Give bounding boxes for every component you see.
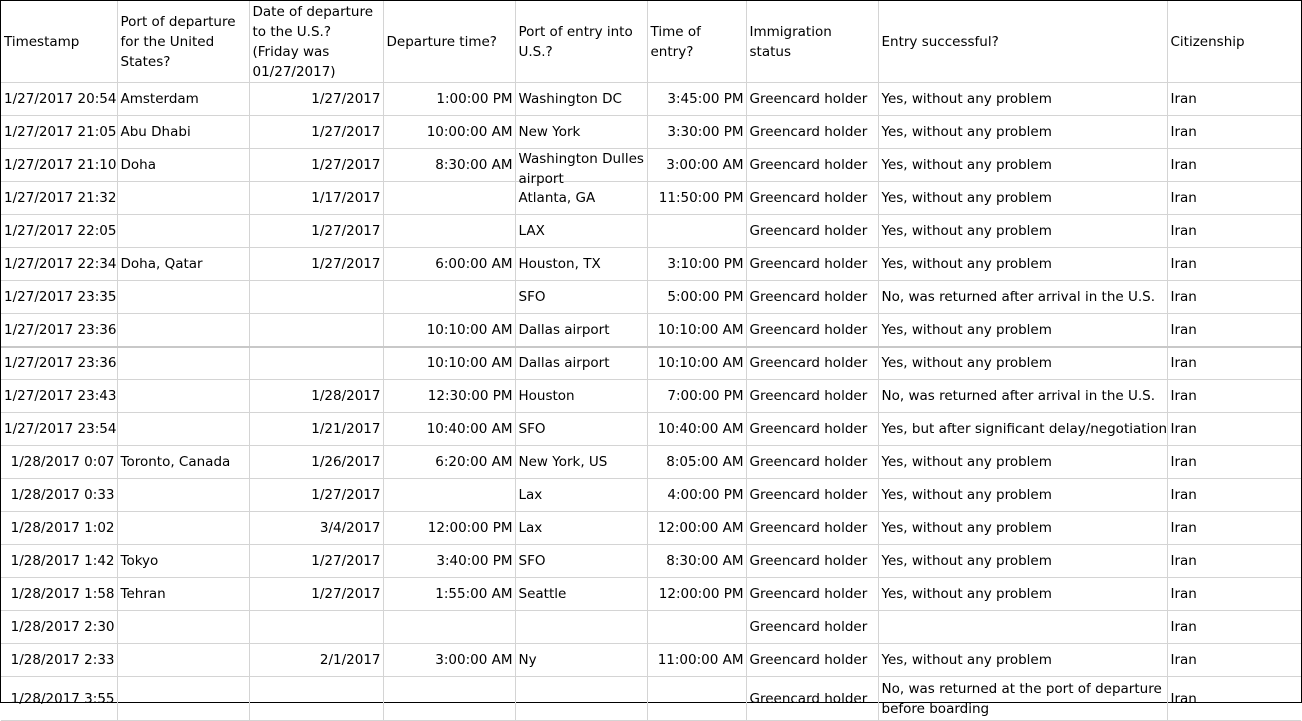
cell-port-of-departure[interactable] <box>117 380 249 413</box>
cell-departure-time[interactable] <box>383 611 515 644</box>
header-departure-time[interactable]: Departure time? <box>383 1 515 83</box>
header-citizenship[interactable]: Citizenship <box>1167 1 1301 83</box>
cell-immigration-status[interactable]: Greencard holder <box>746 281 878 314</box>
cell-immigration-status[interactable]: Greencard holder <box>746 446 878 479</box>
cell-timestamp[interactable]: 1/27/2017 21:05 <box>1 116 117 149</box>
cell-immigration-status[interactable]: Greencard holder <box>746 611 878 644</box>
table-row <box>1 248 1301 281</box>
cell-date-of-departure[interactable] <box>249 677 383 721</box>
cell-departure-time[interactable]: 3:00:00 AM <box>383 644 515 677</box>
cell-time-of-entry[interactable]: 3:00:00 AM <box>647 149 746 182</box>
cell-date-of-departure[interactable]: 1/17/2017 <box>249 182 383 215</box>
cell-entry-successful[interactable]: Yes, without any problem <box>878 83 1167 116</box>
cell-entry-successful[interactable]: Yes, without any problem <box>878 644 1167 677</box>
cell-port-of-entry[interactable]: SFO <box>515 413 647 446</box>
header-immigration-status[interactable]: Immigration status <box>746 1 878 83</box>
cell-port-of-entry[interactable]: SFO <box>515 281 647 314</box>
cell-port-of-entry[interactable]: LAX <box>515 215 647 248</box>
cell-time-of-entry[interactable]: 3:30:00 PM <box>647 116 746 149</box>
cell-timestamp[interactable]: 1/27/2017 23:35 <box>1 281 117 314</box>
cell-date-of-departure[interactable]: 2/1/2017 <box>249 644 383 677</box>
cell-citizenship[interactable]: Iran <box>1167 479 1301 512</box>
cell-immigration-status[interactable]: Greencard holder <box>746 347 878 380</box>
cell-entry-successful[interactable]: Yes, without any problem <box>878 446 1167 479</box>
cell-timestamp[interactable]: 1/28/2017 0:33 <box>1 479 117 512</box>
cell-port-of-departure[interactable] <box>117 611 249 644</box>
cell-immigration-status[interactable]: Greencard holder <box>746 512 878 545</box>
cell-timestamp[interactable]: 1/27/2017 20:54 <box>1 83 117 116</box>
cell-time-of-entry[interactable]: 3:45:00 PM <box>647 83 746 116</box>
cell-immigration-status[interactable]: Greencard holder <box>746 116 878 149</box>
cell-immigration-status[interactable]: Greencard holder <box>746 215 878 248</box>
cell-port-of-entry[interactable] <box>515 611 647 644</box>
cell-port-of-departure[interactable] <box>117 215 249 248</box>
cell-entry-successful[interactable]: Yes, without any problem <box>878 479 1167 512</box>
cell-citizenship[interactable]: Iran <box>1167 578 1301 611</box>
table-row <box>1 512 1301 545</box>
table-row <box>1 149 1301 182</box>
header-port-of-departure[interactable]: Port of departure for the United States? <box>117 1 249 83</box>
cell-port-of-departure[interactable]: Tokyo <box>117 545 249 578</box>
cell-immigration-status[interactable]: Greencard holder <box>746 380 878 413</box>
cell-timestamp[interactable]: 1/28/2017 2:30 <box>1 611 117 644</box>
cell-departure-time[interactable]: 1:00:00 PM <box>383 83 515 116</box>
cell-port-of-entry[interactable]: Lax <box>515 479 647 512</box>
cell-entry-successful[interactable]: No, was returned after arrival in the U.S. <box>878 281 1167 314</box>
cell-port-of-entry[interactable]: New York, US <box>515 446 647 479</box>
cell-port-of-departure[interactable] <box>117 479 249 512</box>
cell-date-of-departure[interactable]: 1/27/2017 <box>249 248 383 281</box>
cell-time-of-entry[interactable]: 3:10:00 PM <box>647 248 746 281</box>
cell-port-of-departure[interactable] <box>117 644 249 677</box>
cell-entry-successful[interactable]: Yes, without any problem <box>878 578 1167 611</box>
cell-departure-time[interactable] <box>383 677 515 721</box>
cell-departure-time[interactable]: 12:00:00 PM <box>383 512 515 545</box>
cell-citizenship[interactable]: Iran <box>1167 116 1301 149</box>
cell-port-of-departure[interactable] <box>117 677 249 721</box>
cell-time-of-entry[interactable]: 8:05:00 AM <box>647 446 746 479</box>
cell-time-of-entry[interactable]: 8:30:00 AM <box>647 545 746 578</box>
cell-time-of-entry[interactable]: 10:10:00 AM <box>647 314 746 347</box>
cell-port-of-entry[interactable]: Lax <box>515 512 647 545</box>
cell-citizenship[interactable]: Iran <box>1167 677 1301 721</box>
cell-port-of-entry[interactable]: Houston, TX <box>515 248 647 281</box>
cell-date-of-departure[interactable]: 1/27/2017 <box>249 479 383 512</box>
cell-departure-time[interactable]: 1:55:00 AM <box>383 578 515 611</box>
cell-time-of-entry[interactable] <box>647 215 746 248</box>
cell-date-of-departure[interactable] <box>249 314 383 347</box>
cell-entry-successful[interactable]: Yes, without any problem <box>878 116 1167 149</box>
table-row <box>1 446 1301 479</box>
cell-timestamp[interactable]: 1/28/2017 1:02 <box>1 512 117 545</box>
cell-timestamp[interactable]: 1/28/2017 2:33 <box>1 644 117 677</box>
cell-entry-successful[interactable]: Yes, but after significant delay/negotiation <box>878 413 1167 446</box>
cell-citizenship[interactable]: Iran <box>1167 314 1301 347</box>
cell-port-of-departure[interactable] <box>117 413 249 446</box>
header-port-of-entry[interactable]: Port of entry into U.S.? <box>515 1 647 83</box>
cell-date-of-departure[interactable] <box>249 347 383 380</box>
cell-time-of-entry[interactable]: 10:40:00 AM <box>647 413 746 446</box>
cell-timestamp[interactable]: 1/27/2017 22:05 <box>1 215 117 248</box>
table-row <box>1 677 1301 721</box>
cell-timestamp[interactable]: 1/27/2017 23:54 <box>1 413 117 446</box>
cell-citizenship[interactable]: Iran <box>1167 545 1301 578</box>
cell-timestamp[interactable]: 1/28/2017 1:58 <box>1 578 117 611</box>
cell-citizenship[interactable]: Iran <box>1167 83 1301 116</box>
cell-port-of-departure[interactable]: Doha, Qatar <box>117 248 249 281</box>
cell-immigration-status[interactable]: Greencard holder <box>746 182 878 215</box>
table-row <box>1 314 1301 347</box>
cell-port-of-entry[interactable]: Ny <box>515 644 647 677</box>
cell-immigration-status[interactable]: Greencard holder <box>746 248 878 281</box>
cell-departure-time[interactable]: 12:30:00 PM <box>383 380 515 413</box>
header-date-of-departure[interactable]: Date of departure to the U.S.? (Friday was 01/27/2017) <box>249 1 383 83</box>
table-row <box>1 413 1301 446</box>
cell-departure-time[interactable]: 10:00:00 AM <box>383 116 515 149</box>
table-row <box>1 545 1301 578</box>
table-row <box>1 380 1301 413</box>
table-row <box>1 644 1301 677</box>
cell-date-of-departure[interactable]: 1/27/2017 <box>249 215 383 248</box>
cell-citizenship[interactable]: Iran <box>1167 446 1301 479</box>
cell-immigration-status[interactable]: Greencard holder <box>746 314 878 347</box>
cell-immigration-status[interactable]: Greencard holder <box>746 149 878 182</box>
cell-entry-successful[interactable]: Yes, without any problem <box>878 215 1167 248</box>
cell-immigration-status[interactable]: Greencard holder <box>746 413 878 446</box>
cell-port-of-departure[interactable]: Abu Dhabi <box>117 116 249 149</box>
header-row <box>1 1 1301 83</box>
cell-time-of-entry[interactable]: 11:50:00 PM <box>647 182 746 215</box>
cell-entry-successful[interactable]: Yes, without any problem <box>878 545 1167 578</box>
cell-text: Washington Dulles airport <box>518 151 644 187</box>
cell-entry-successful[interactable]: No, was returned after arrival in the U.S. <box>878 380 1167 413</box>
cell-port-of-entry[interactable]: New York <box>515 116 647 149</box>
cell-port-of-entry[interactable]: Dallas airport <box>515 347 647 380</box>
table-row <box>1 578 1301 611</box>
cell-port-of-departure[interactable] <box>117 347 249 380</box>
header-time-of-entry[interactable]: Time of entry? <box>647 1 746 83</box>
cell-entry-successful[interactable]: Yes, without any problem <box>878 314 1167 347</box>
cell-date-of-departure[interactable]: 1/27/2017 <box>249 578 383 611</box>
cell-entry-successful[interactable]: Yes, without any problem <box>878 149 1167 182</box>
cell-port-of-entry[interactable] <box>515 149 647 187</box>
cell-port-of-departure[interactable]: Tehran <box>117 578 249 611</box>
cell-port-of-entry[interactable]: SFO <box>515 545 647 578</box>
cell-departure-time[interactable] <box>383 182 515 215</box>
cell-departure-time[interactable]: 3:40:00 PM <box>383 545 515 578</box>
table-row <box>1 182 1301 215</box>
cell-date-of-departure[interactable] <box>249 281 383 314</box>
cell-timestamp[interactable]: 1/28/2017 0:07 <box>1 446 117 479</box>
cell-citizenship[interactable]: Iran <box>1167 149 1301 182</box>
header-entry-successful[interactable]: Entry successful? <box>878 1 1167 83</box>
cell-timestamp[interactable]: 1/27/2017 23:43 <box>1 380 117 413</box>
cell-immigration-status[interactable]: Greencard holder <box>746 578 878 611</box>
cell-citizenship[interactable]: Iran <box>1167 413 1301 446</box>
table-row <box>1 83 1301 116</box>
cell-citizenship[interactable]: Iran <box>1167 644 1301 677</box>
cell-citizenship[interactable]: Iran <box>1167 347 1301 380</box>
table-row <box>1 611 1301 644</box>
cell-date-of-departure[interactable]: 1/26/2017 <box>249 446 383 479</box>
cell-departure-time[interactable] <box>383 479 515 512</box>
cell-departure-time[interactable]: 10:10:00 AM <box>383 347 515 380</box>
cell-time-of-entry[interactable]: 5:00:00 PM <box>647 281 746 314</box>
cell-entry-successful[interactable]: No, was returned at the port of departure before boarding <box>878 677 1167 721</box>
cell-port-of-entry[interactable]: Washington DC <box>515 83 647 116</box>
cell-entry-successful[interactable]: Yes, without any problem <box>878 248 1167 281</box>
cell-time-of-entry[interactable] <box>647 677 746 721</box>
cell-immigration-status[interactable]: Greencard holder <box>746 677 878 721</box>
table-row <box>1 116 1301 149</box>
cell-timestamp[interactable]: 1/27/2017 21:32 <box>1 182 117 215</box>
cell-date-of-departure[interactable]: 1/27/2017 <box>249 83 383 116</box>
cell-immigration-status[interactable]: Greencard holder <box>746 644 878 677</box>
cell-time-of-entry[interactable]: 10:10:00 AM <box>647 347 746 380</box>
cell-port-of-departure[interactable] <box>117 281 249 314</box>
cell-timestamp[interactable]: 1/28/2017 3:55 <box>1 677 117 721</box>
cell-timestamp[interactable]: 1/27/2017 23:36 <box>1 314 117 347</box>
cell-time-of-entry[interactable]: 7:00:00 PM <box>647 380 746 413</box>
cell-time-of-entry[interactable]: 4:00:00 PM <box>647 479 746 512</box>
cell-departure-time[interactable]: 6:00:00 AM <box>383 248 515 281</box>
cell-departure-time[interactable] <box>383 215 515 248</box>
cell-date-of-departure[interactable]: 3/4/2017 <box>249 512 383 545</box>
cell-immigration-status[interactable]: Greencard holder <box>746 83 878 116</box>
cell-time-of-entry[interactable] <box>647 611 746 644</box>
header-timestamp[interactable]: Timestamp <box>1 1 117 83</box>
cell-timestamp[interactable]: 1/27/2017 22:34 <box>1 248 117 281</box>
cell-departure-time[interactable]: 6:20:00 AM <box>383 446 515 479</box>
cell-port-of-departure[interactable]: Toronto, Canada <box>117 446 249 479</box>
cell-immigration-status[interactable]: Greencard holder <box>746 479 878 512</box>
cell-time-of-entry[interactable]: 12:00:00 AM <box>647 512 746 545</box>
cell-port-of-entry[interactable]: Houston <box>515 380 647 413</box>
cell-entry-successful[interactable]: Yes, without any problem <box>878 182 1167 215</box>
cell-entry-successful[interactable] <box>878 611 1167 644</box>
cell-departure-time[interactable]: 8:30:00 AM <box>383 149 515 182</box>
cell-citizenship[interactable]: Iran <box>1167 512 1301 545</box>
cell-date-of-departure[interactable]: 1/27/2017 <box>249 116 383 149</box>
cell-port-of-departure[interactable]: Doha <box>117 149 249 182</box>
table-row <box>1 347 1301 380</box>
cell-port-of-entry[interactable]: Seattle <box>515 578 647 611</box>
cell-citizenship[interactable]: Iran <box>1167 611 1301 644</box>
cell-departure-time[interactable]: 10:40:00 AM <box>383 413 515 446</box>
cell-citizenship[interactable]: Iran <box>1167 248 1301 281</box>
cell-time-of-entry[interactable]: 11:00:00 AM <box>647 644 746 677</box>
cell-immigration-status[interactable]: Greencard holder <box>746 545 878 578</box>
cell-departure-time[interactable] <box>383 281 515 314</box>
cell-port-of-departure[interactable]: Amsterdam <box>117 83 249 116</box>
cell-timestamp[interactable]: 1/27/2017 21:10 <box>1 149 117 182</box>
cell-citizenship[interactable]: Iran <box>1167 281 1301 314</box>
cell-port-of-departure[interactable] <box>117 512 249 545</box>
cell-date-of-departure[interactable]: 1/28/2017 <box>249 380 383 413</box>
cell-time-of-entry[interactable]: 12:00:00 PM <box>647 578 746 611</box>
cell-date-of-departure[interactable] <box>249 611 383 644</box>
cell-date-of-departure[interactable]: 1/21/2017 <box>249 413 383 446</box>
cell-port-of-departure[interactable] <box>117 314 249 347</box>
cell-entry-successful[interactable]: Yes, without any problem <box>878 347 1167 380</box>
cell-citizenship[interactable]: Iran <box>1167 215 1301 248</box>
cell-citizenship[interactable]: Iran <box>1167 380 1301 413</box>
cell-departure-time[interactable]: 10:10:00 AM <box>383 314 515 347</box>
table-row <box>1 281 1301 314</box>
cell-date-of-departure[interactable]: 1/27/2017 <box>249 149 383 182</box>
cell-date-of-departure[interactable]: 1/27/2017 <box>249 545 383 578</box>
cell-timestamp[interactable]: 1/27/2017 23:36 <box>1 347 117 380</box>
cell-timestamp[interactable]: 1/28/2017 1:42 <box>1 545 117 578</box>
table-row <box>1 479 1301 512</box>
cell-port-of-entry[interactable]: Atlanta, GA <box>515 182 647 215</box>
cell-entry-successful[interactable]: Yes, without any problem <box>878 512 1167 545</box>
table-row <box>1 215 1301 248</box>
cell-port-of-entry[interactable]: Dallas airport <box>515 314 647 347</box>
cell-port-of-entry[interactable] <box>515 677 647 721</box>
data-table <box>1 1 1301 721</box>
cell-citizenship[interactable]: Iran <box>1167 182 1301 215</box>
cell-port-of-departure[interactable] <box>117 182 249 215</box>
